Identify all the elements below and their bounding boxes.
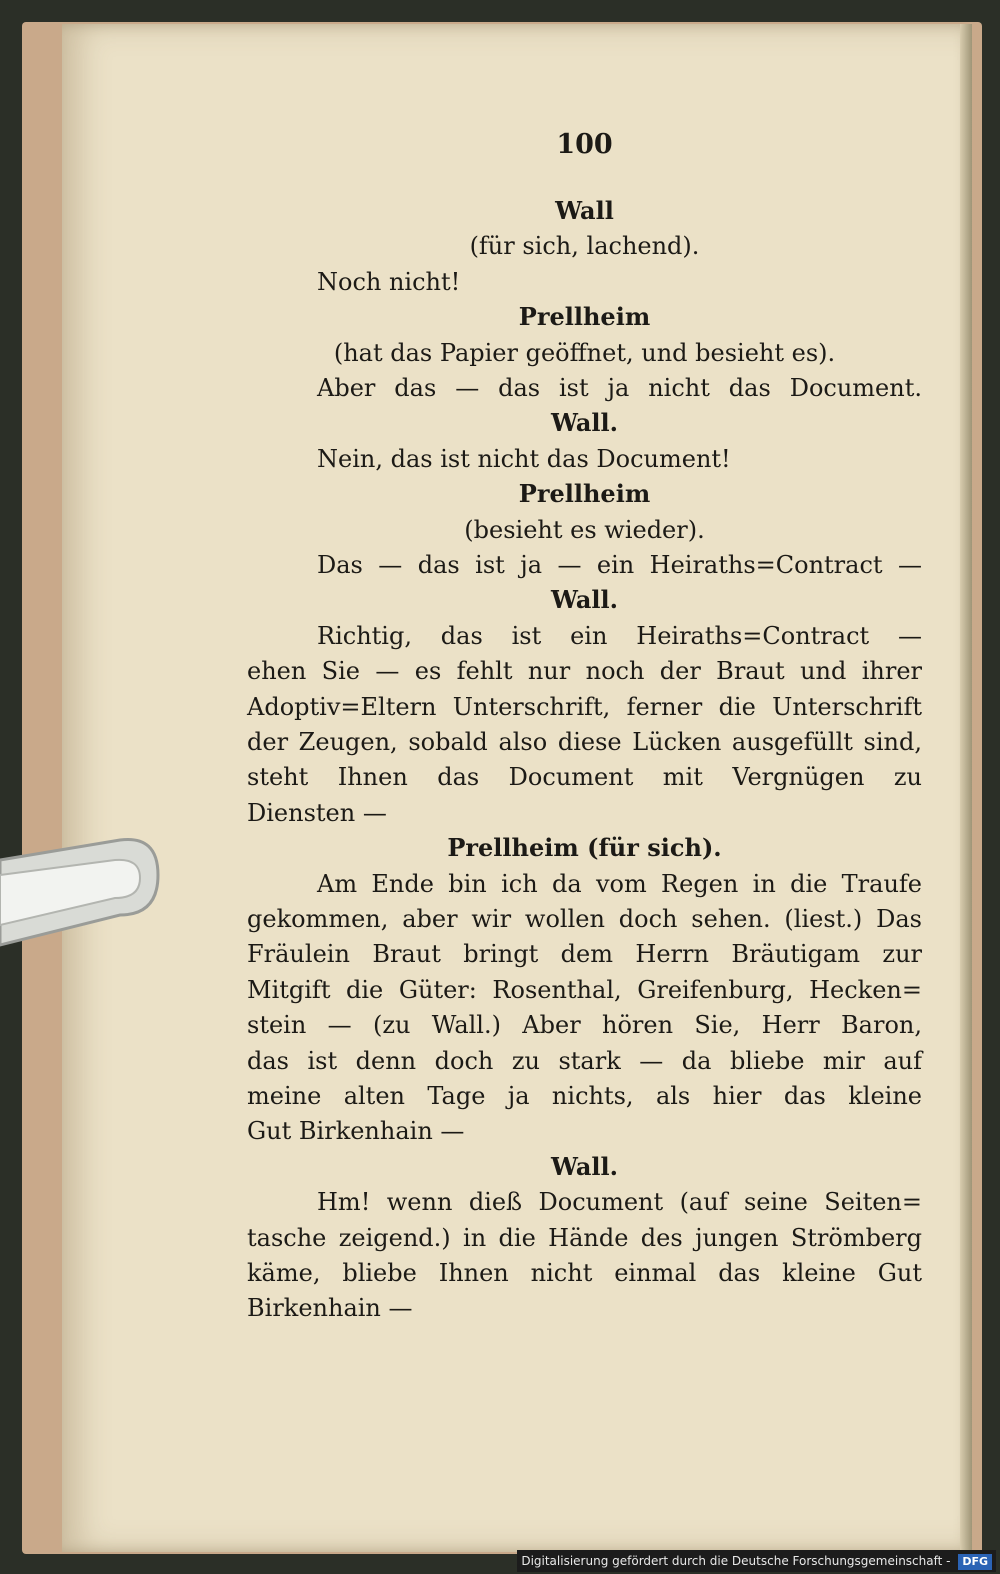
text-line: (besieht es wieder).	[464, 515, 705, 544]
text-line: Noch nicht!	[317, 267, 461, 296]
text-line: Diensten —	[247, 798, 387, 827]
text-line: (hat das Papier geöffnet, und besieht es).	[333, 338, 836, 367]
credit-text: Digitalisierung gefördert durch die Deutsche Forschungsgemeinschaft -	[521, 1554, 951, 1568]
speaker-name: Wall.	[550, 1151, 618, 1181]
text-line: Mitgift die Güter: Rosenthal, Greifenburg, Hecken=	[247, 975, 922, 1004]
text-line: das ist denn doch zu stark — da bliebe mir auf	[247, 1046, 922, 1075]
text-line: (für sich, lachend).	[469, 232, 700, 261]
speaker-name: Wall.	[550, 408, 618, 438]
speaker-name: Wall	[555, 196, 614, 225]
text-line: Hm! wenn dieß Document (auf seine Seiten=	[317, 1188, 922, 1217]
text-line: gekommen, aber wir wollen doch sehen. (liest.) Das	[247, 905, 922, 933]
text-line: käme, bliebe Ihnen nicht einmal das kleine Gut	[247, 1259, 922, 1287]
text-line: Am Ende bin ich da vom Regen in die Traufe	[317, 869, 922, 898]
speaker-name: Prellheim	[518, 302, 651, 332]
text-line: Nein, das ist nicht das Document!	[317, 444, 731, 473]
text-line: der Zeugen, sobald also diese Lücken ausgefüllt sind,	[247, 728, 922, 756]
text-line: Birkenhain —	[247, 1294, 413, 1323]
page-number: 100	[556, 129, 613, 160]
dfg-logo: DFG	[958, 1554, 992, 1570]
book-page	[62, 24, 972, 1552]
text-line: tasche zeigend.) in die Hände des jungen Strömberg	[247, 1223, 922, 1252]
text-line: meine alten Tage ja nichts, als hier das kleine	[247, 1082, 922, 1110]
text-line: Adoptiv=Eltern Unterschrift, ferner die Unterschrift	[247, 692, 922, 721]
text-line: steht Ihnen das Document mit Vergnügen zu	[247, 763, 922, 792]
page-spine	[960, 24, 972, 1552]
text-line: Fräulein Braut bringt dem Herrn Bräutigam zur	[247, 940, 922, 969]
speaker-name: Wall.	[550, 585, 618, 615]
digitization-credit	[517, 1550, 996, 1572]
text-line: stein — (zu Wall.) Aber hören Sie, Herr Baron,	[247, 1011, 922, 1040]
text-line: Das — das ist ja — ein Heiraths=Contract —	[317, 551, 922, 579]
page-clip-icon	[0, 830, 160, 960]
text-line: ehen Sie — es fehlt nur noch der Braut und ihrer	[247, 657, 922, 686]
speaker-name: Prellheim	[518, 479, 651, 509]
text-line: Aber das — das ist ja nicht das Document.	[317, 374, 922, 402]
speaker-name: Prellheim (für sich).	[447, 833, 722, 863]
text-line: Gut Birkenhain —	[247, 1117, 465, 1146]
text-line: Richtig, das ist ein Heiraths=Contract —	[317, 621, 922, 650]
